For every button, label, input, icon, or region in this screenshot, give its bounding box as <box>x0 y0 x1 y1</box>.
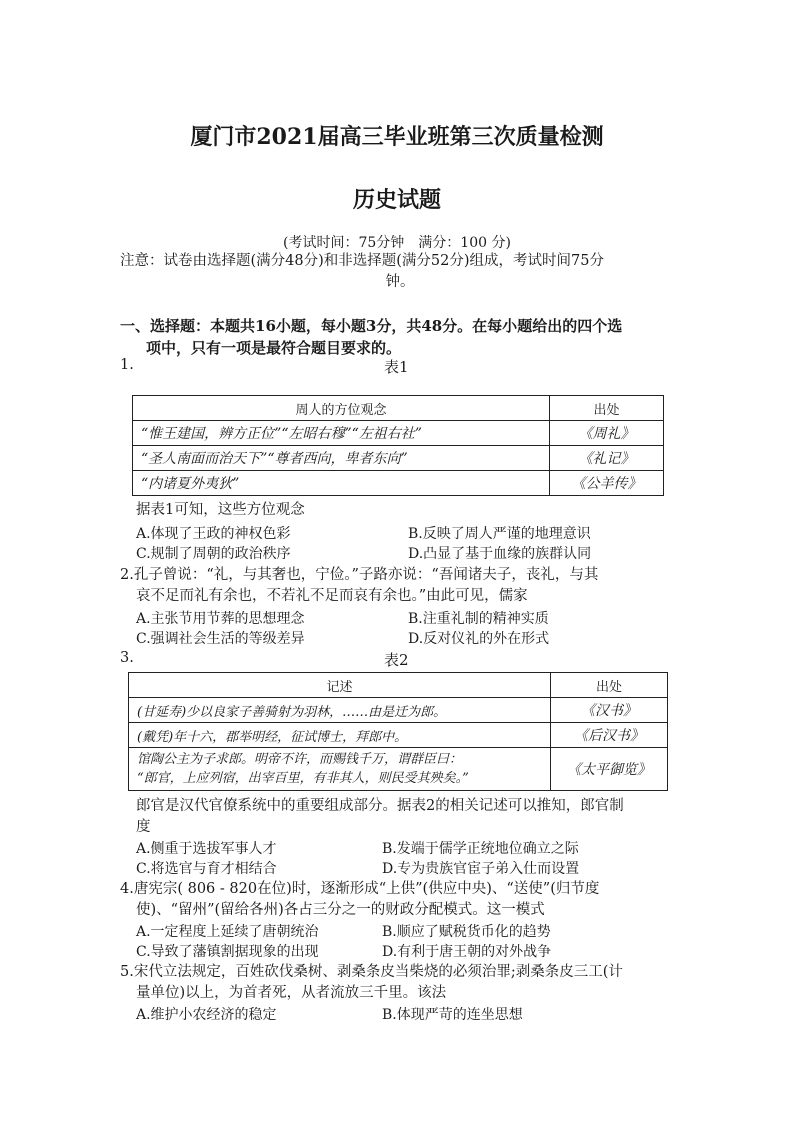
table-cell: “圣人南面而治天下”“尊者西向，卑者东向” <box>133 446 550 471</box>
answer-option: A.侧重于选拔军事人才 <box>136 841 277 857</box>
table-cell: 《太平御览》 <box>551 748 668 791</box>
question-stem: 2.孔子曾说：“礼，与其奢也，宁俭。”子路亦说：“吾闻诸夫子，丧礼，与其 <box>120 567 599 583</box>
table-cell <box>129 748 551 791</box>
table-cell: (甘延寿)少以良家子善骑射为羽林，……由是迁为郎。 <box>129 698 551 723</box>
table-cell: 《汉书》 <box>551 698 668 723</box>
answer-option: B.发端于儒学正统地位确立之际 <box>382 841 579 857</box>
answer-option: D.凸显了基于血缘的族群认同 <box>408 546 592 562</box>
question-stem: 使)、“留州”(留给各州)各占三分之一的财政分配模式。这一模式 <box>136 902 545 918</box>
table-cell: 《后汉书》 <box>551 723 668 748</box>
exam-title: 厦门市2021届高三毕业班第三次质量检测 <box>190 124 604 150</box>
answer-option: B.顺应了赋税货币化的趋势 <box>382 924 551 940</box>
table-row <box>129 748 668 791</box>
table-row <box>133 471 664 496</box>
exam-notice <box>120 251 680 293</box>
cell-line: “郎官，上应列宿，出宰百里，有非其人，则民受其殃矣。” <box>137 771 469 786</box>
subject-title: 历史试题 <box>352 187 441 213</box>
table-row <box>129 723 668 748</box>
question-stem: 哀不足而礼有余也，不若礼不足而哀有余也。”由此可见，儒家 <box>136 588 528 604</box>
answer-option: C.规制了周朝的政治秩序 <box>136 546 291 562</box>
section-line: 一、选择题：本题共16小题，每小题3分，共48分。在每小题给出的四个选 <box>120 317 623 335</box>
table-row <box>133 421 664 446</box>
table-cell: “内诸夏外夷狄” <box>133 471 550 496</box>
table-cell: 《礼记》 <box>550 446 664 471</box>
notice-line: 钟。 <box>385 274 415 290</box>
answer-option: C.将选官与育才相结合 <box>136 861 277 877</box>
question-number: 1. <box>120 357 134 373</box>
answer-option: A.维护小农经济的稳定 <box>136 1007 277 1023</box>
table-cell: (戴凭)年十六，郡举明经，征试博士，拜郎中。 <box>129 723 551 748</box>
answer-option: B.反映了周人严谨的地理意识 <box>408 526 591 542</box>
section-line: 项中，只有一项是最符合题目要求的。 <box>146 339 402 357</box>
question-stem: 4.唐宪宗( 806 - 820在位)时，逐渐形成“上供”(供应中央)、“送使”(归节度 <box>120 881 600 897</box>
answer-option: B.注重礼制的精神实质 <box>408 611 549 627</box>
table-header-cell: 出处 <box>550 396 664 421</box>
answer-option: D.专为贵族官宦子弟入仕而设置 <box>382 861 580 877</box>
cell-line: 馆陶公主为子求郎。明帝不许，而赐钱千万，谓群臣曰： <box>137 752 463 767</box>
table-row <box>133 446 664 471</box>
question-stem: 据表1可知，这些方位观念 <box>136 502 305 518</box>
notice-line: 注意：试卷由选择题(满分48分)和非选择题(满分52分)组成，考试时间75分 <box>120 253 604 269</box>
answer-option: A.一定程度上延续了唐朝统治 <box>136 924 319 940</box>
table-cell: 《周礼》 <box>550 421 664 446</box>
table-header-cell: 周人的方位观念 <box>133 396 550 421</box>
section-heading <box>120 315 622 359</box>
question-number: 3. <box>120 650 134 666</box>
source-table <box>128 672 668 791</box>
answer-option: D.有利于唐王朝的对外战争 <box>382 944 552 960</box>
answer-option: C.强调社会生活的等级差异 <box>136 631 305 647</box>
answer-option: B.体现严苛的连坐思想 <box>382 1007 523 1023</box>
table-cell: “惟王建国，辨方正位”“左昭右穆”“左祖右社” <box>133 421 550 446</box>
question-stem: 5.宋代立法规定，百姓砍伐桑树、剥桑条皮当柴烧的必须治罪;剥桑条皮三工(计 <box>120 964 623 980</box>
table-header-cell: 出处 <box>551 673 668 698</box>
question-stem: 量单位)以上，为首者死，从者流放三千里。该法 <box>136 985 447 1001</box>
table-caption: 表2 <box>384 651 409 669</box>
table-header-row <box>129 673 668 698</box>
table-cell: 《公羊传》 <box>550 471 664 496</box>
table-header-cell: 记述 <box>129 673 551 698</box>
question-stem: 度 <box>136 819 151 835</box>
table-header-row <box>133 396 664 421</box>
answer-option: A.体现了王政的神权色彩 <box>136 526 291 542</box>
table-caption: 表1 <box>384 358 409 376</box>
source-table <box>132 395 664 496</box>
answer-option: D.反对仪礼的外在形式 <box>408 631 550 647</box>
exam-info: (考试时间：75分钟 满分：100 分) <box>283 235 511 251</box>
answer-option: A.主张节用节葬的思想理念 <box>136 611 305 627</box>
question-stem: 郎官是汉代官僚系统中的重要组成部分。据表2的相关记述可以推知，郎官制 <box>136 798 624 814</box>
answer-option: C.导致了藩镇割据现象的出现 <box>136 944 319 960</box>
table-row <box>129 698 668 723</box>
